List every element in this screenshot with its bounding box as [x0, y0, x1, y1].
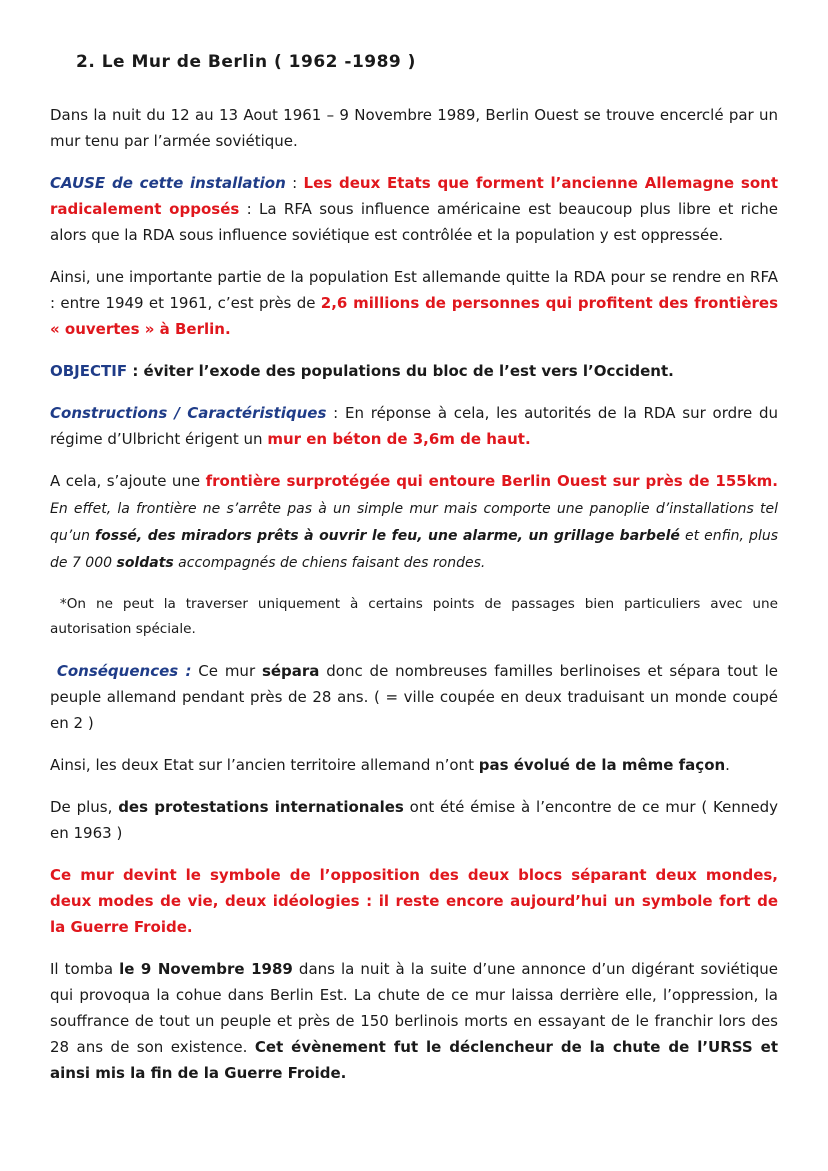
consequences-paragraph: Conséquences : Ce mur sépara donc de nombreuses familles berlinoises et sépara tout le peuple allemand pendant près de 28 ans. ( = ville coupée en deux traduisant un monde coupé en 2 ) — [50, 662, 778, 732]
protests-paragraph: De plus, des protestations internationales ont été émise à l’encontre de ce mur ( Kennedy en 1963 ) — [50, 798, 778, 842]
objective-label: OBJECTIF — [50, 362, 128, 380]
symbol-paragraph: Ce mur devint le symbole de l’opposition des deux blocs séparant deux mondes, deux modes de vie, deux idéologies : il reste encore aujourd’hui un symbole fort de la Guerre Froide. — [50, 866, 778, 936]
cause-highlight: Les deux Etats que forment l’ancienne Allemagne sont radicalement opposés — [50, 174, 778, 218]
cause-label: CAUSE de cette installation — [50, 174, 286, 192]
exodus-paragraph: Ainsi, une importante partie de la population Est allemande quitte la RDA pour se rendre en RFA : entre 1949 et 1961, c’est près de 2,6 millions de personnes qui profitent des frontières « ouvertes » à Berlin. — [50, 268, 779, 338]
crossing-note: *On ne peut la traverser uniquement à certains points de passages bien particuliers avec une autorisation spéciale. — [50, 596, 778, 637]
section-title: 2. Le Mur de Berlin ( 1962 -1989 ) — [76, 52, 416, 72]
consequences-label: Conséquences : — [56, 662, 192, 680]
constructions-paragraph: Constructions / Caractéristiques : En réponse à cela, les autorités de la RDA sur ordre du régime d’Ulbricht érigent un mur en béton de 3,6m de haut. — [50, 404, 778, 448]
cause-paragraph: CAUSE de cette installation : Les deux Etats que forment l’ancienne Allemagne sont radicalement opposés : La RFA sous influence américaine est beaucoup plus libre et riche alors que la RDA sous influence soviétique est contrôlée et la population y est oppressée. — [50, 174, 778, 244]
wall-height-highlight: mur en béton de 3,6m de haut. — [267, 430, 531, 448]
fall-paragraph: Il tomba le 9 Novembre 1989 dans la nuit à la suite d’une annonce d’un digérant soviétique qui provoqua la cohue dans Berlin Est. La chute de ce mur laissa derrière elle, l’oppression, la souffrance de tout un peuple et près de 150 berlinois morts en essayant de le franchir lors des 28 ans de son existence. Cet évènement fut le déclencheur de la chute de l’URSS et ainsi mis la fin de la Guerre Froide. — [50, 960, 779, 1082]
intro-paragraph: Dans la nuit du 12 au 13 Aout 1961 – 9 Novembre 1989, Berlin Ouest se trouve encerclé par un mur tenu par l’armée soviétique. — [50, 106, 778, 150]
constructions-label: Constructions / Caractéristiques — [50, 404, 327, 422]
document-page — [50, 52, 778, 1102]
exodus-highlight: 2,6 millions de personnes qui profitent des frontières « ouvertes » à Berlin. — [50, 294, 779, 338]
border-highlight: frontière surprotégée qui entoure Berlin Ouest sur près de 155km. — [205, 472, 779, 490]
evolution-paragraph: Ainsi, les deux Etat sur l’ancien territoire allemand n’ont pas évolué de la même façon. — [50, 756, 730, 774]
objective-paragraph: OBJECTIF : éviter l’exode des populations du bloc de l’est vers l’Occident. — [50, 362, 674, 380]
border-paragraph: A cela, s’ajoute une frontière surprotégée qui entoure Berlin Ouest sur près de 155km. En effet, la frontière ne s’arrête pas à un simple mur mais comporte une panoplie d’installations tel qu’un fossé, des miradors prêts à ouvrir le feu, une alarme, un grillage barbelé et enfin, plus de 7 000 soldats accompagnés de chiens faisant des rondes. — [50, 472, 779, 571]
